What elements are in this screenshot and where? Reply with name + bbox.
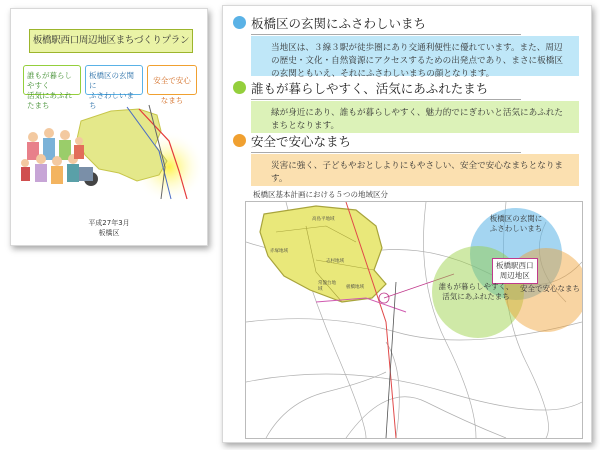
- section-3-bullet-icon: [233, 134, 246, 147]
- map-region-tokiwadai: 常盤台地域: [318, 281, 336, 292]
- cover-illustration: [19, 101, 201, 201]
- section-3-heading: 安全で安心なまち: [251, 132, 521, 153]
- venn-center-site: [492, 258, 538, 284]
- tag-gateway-line2: ふさわしいまち: [89, 91, 134, 110]
- map-region-akatsuka: 赤塚地域: [270, 249, 288, 254]
- tag-safe-line1: 安全で安心なまち: [153, 76, 191, 105]
- tag-gateway: [85, 65, 143, 110]
- venn-label-safe: 安全で安心なまち: [520, 284, 580, 293]
- section-2-heading: 誰もが暮らしやすく、活気にあふれたまち: [251, 79, 521, 100]
- venn-center-line2: 周辺地区: [499, 271, 530, 280]
- venn-label-gateway-line2: ふさわしいまち: [489, 224, 543, 233]
- plan-title: 板橋駅西口周辺地区まちづくりプラン: [29, 29, 193, 53]
- map-region-shimura: 志村地域: [326, 259, 344, 264]
- section-3-body: 災害に強く、子どもやおとしよりにもやさしい、安全で安心なまちとなります。: [251, 154, 579, 186]
- map-region-takashimadaira: 高島平地域: [312, 217, 335, 222]
- rail-line-magenta: [316, 298, 406, 312]
- tag-livable-line1: 誰もが暮らしやすく: [27, 71, 72, 90]
- cover-issuer: 板橋区: [98, 229, 120, 237]
- map-region-itabashi: 板橋地域: [346, 285, 364, 290]
- tag-livable: [23, 65, 81, 110]
- venn-center-line1: 板橋駅西口: [496, 261, 534, 270]
- section-1-body: 当地区は、３線３駅が徒歩圏にあり交通利便性に優れています。また、周辺の歴史・文化・自然資源にアクセスするための出発点であり、まさに板橋区の玄関ともいえ、それにふさわしいまちの顔となります。: [251, 36, 579, 76]
- plan-detail-card: [222, 5, 592, 443]
- venn-label-livable-line1: 誰もが暮らしやすく、: [438, 282, 514, 291]
- section-1-bullet-icon: [233, 16, 246, 29]
- section-2-body: 緑が身近にあり、誰もが暮らしやすく、魅力的でにぎわいと活気にあふれたまちとなります。: [251, 101, 579, 133]
- section-2-bullet-icon: [233, 81, 246, 94]
- district-map-svg: [246, 202, 582, 438]
- section-1-heading: 板橋区の玄関にふさわしいまち: [251, 14, 521, 35]
- venn-label-gateway: [484, 214, 548, 234]
- tag-safe: [147, 65, 197, 105]
- plan-cover-card: [10, 8, 208, 246]
- venn-label-livable-line2: 活気にあふれたまち: [442, 292, 510, 301]
- venn-label-livable: [434, 282, 518, 302]
- cover-date: 平成27年3月: [88, 219, 130, 227]
- tag-gateway-line1: 板橋区の玄関に: [89, 71, 134, 90]
- venn-label-gateway-line1: 板橋区の玄関に: [489, 214, 543, 223]
- district-map: [245, 201, 583, 439]
- map-title: 板橋区基本計画における５つの地域区分: [253, 190, 388, 199]
- tag-livable-line2: 活気にあふれたまち: [27, 91, 72, 110]
